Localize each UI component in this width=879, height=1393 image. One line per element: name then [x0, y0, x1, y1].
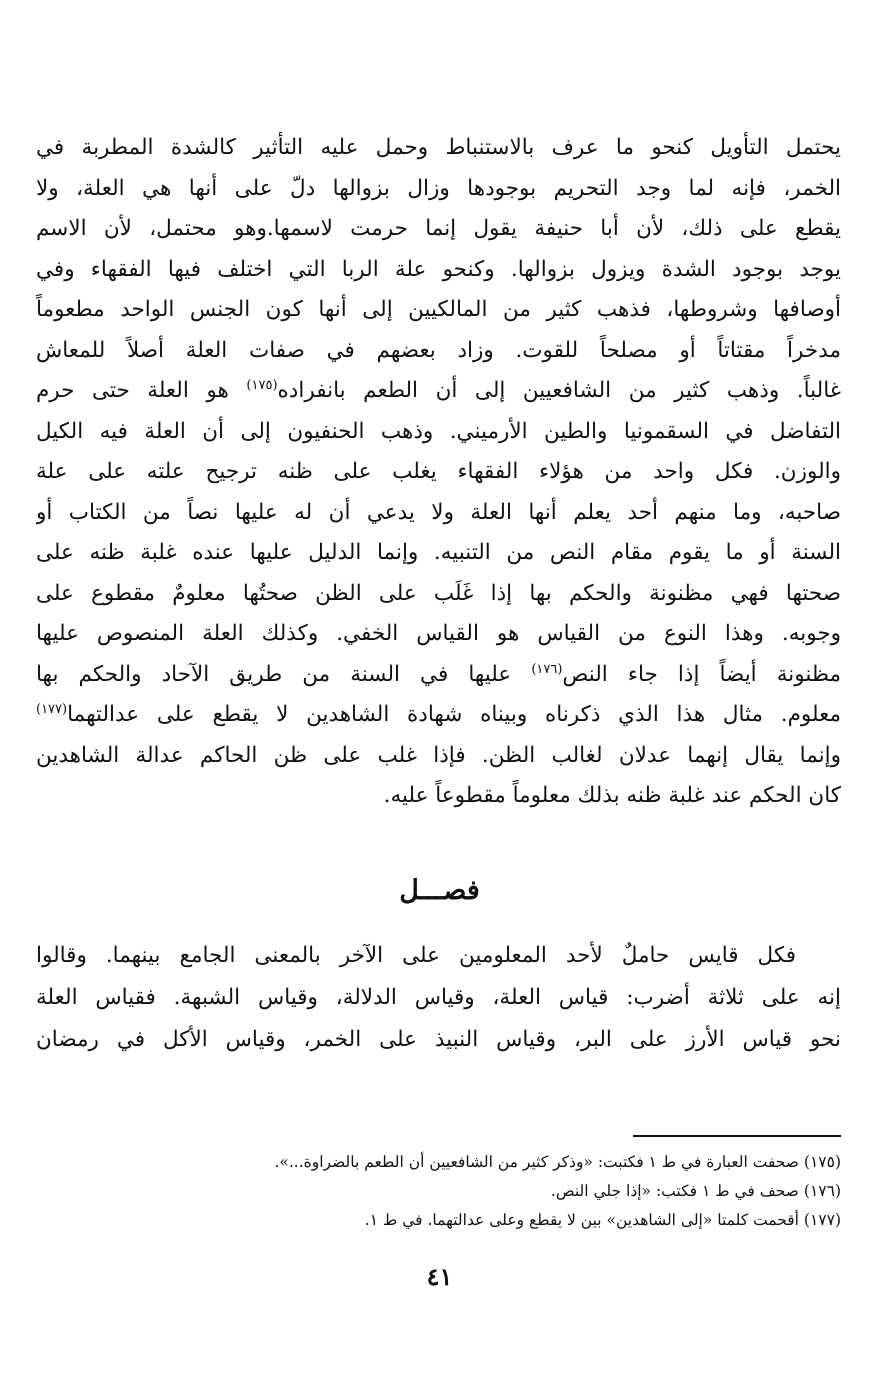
- text-line: صاحبه، وما منهم أحد يعلم أنها العلة ولا يدعي أن له عليها نصاً من الكتاب أو: [36, 499, 841, 525]
- footnote-item: (١٧٦) صحف في ط ١ فكتب: «إذا جلي النص.: [550, 1182, 841, 1200]
- text-line: يوجد بوجود الشدة ويزول بزوالها. وكنحو علة الربا التي اختلف فيها الفقهاء وفي: [36, 256, 841, 282]
- text-line: وإنما يقال إنهما عدلان لغالب الظن. فإذا غلب على ظن الحاكم عدالة الشاهدين: [36, 742, 841, 768]
- text-line: نحو قياس الأرز على البر، وقياس النبيذ على الخمر، وقياس الأكل في رمضان: [36, 1027, 841, 1052]
- text-line: يحتمل التأويل كنحو ما عرف بالاستنباط وحمل عليه التأثير كالشدة المطربة في: [36, 135, 841, 160]
- footnote-divider: [633, 1135, 841, 1137]
- section-paragraph: [36, 935, 841, 1061]
- text-line: فكل قايس حاملٌ لأحد المعلومين على الآخر بالمعنى الجامع بينهما. وقالوا: [36, 943, 796, 968]
- text-line: وجوبه. وهذا النوع من القياس هو القياس الخفي. وكذلك العلة المنصوص عليها: [36, 621, 841, 646]
- line-head: مظنونة أيضاً إذا جاء النص: [562, 661, 841, 687]
- text-line-with-footnote: [36, 655, 841, 696]
- footnote-reference-175: (١٧٥): [246, 377, 278, 393]
- section-heading: فصـــل: [399, 875, 480, 906]
- footnote-reference-177: (١٧٧): [36, 701, 68, 717]
- text-line: صحتها فهي مظنونة والحكم بها إذا غَلَب على الظن صحتُها معلومٌ مقطوع على: [36, 580, 841, 606]
- page-number: ٤١: [426, 1262, 453, 1291]
- footnote-item: (١٧٧) أقحمت كلمتا «إلى الشاهدين» بين لا يقطع وعلى عدالتهما. في ط ١.: [364, 1211, 841, 1229]
- main-paragraph: [36, 128, 841, 817]
- text-line-with-footnote: [36, 371, 841, 412]
- line-tail: هو العلة حتى حرم: [36, 378, 247, 403]
- line-head: غالباً. وذهب كثير من الشافعيين إلى أن الطعم بانفراده: [277, 378, 841, 403]
- text-line: السنة أو ما يقوم مقام النص من التنبيه. وإنما الدليل عليها عنده غلبة ظنه على: [36, 540, 841, 565]
- text-line-with-footnote: [36, 695, 841, 736]
- text-line: الخمر، فإنه لما وجد التحريم بوجودها وزال بزوالها دلّ على أنها هي العلة، ولا: [36, 175, 841, 201]
- text-line: مدخراً مقتاتاً أو مصلحاً للقوت. وزاد بعضهم في صفات العلة أصلاً للمعاش: [36, 337, 841, 363]
- text-line: أوصافها وشروطها، فذهب كثير من المالكيين إلى أنها كون الجنس الواحد مطعوماً: [36, 297, 841, 322]
- text-line: كان الحكم عند غلبة ظنه بذلك معلوماً مقطوعاً عليه.: [383, 783, 841, 808]
- line-tail: عليها في السنة من طريق الآحاد والحكم بها: [36, 661, 532, 687]
- line-head: معلوم. مثال هذا الذي ذكرناه وبيناه شهادة الشاهدين لا يقطع على عدالتهما: [67, 702, 841, 727]
- text-line: يقطع على ذلك، لأن أبا حنيفة يقول إنما حرمت لاسمها.وهو محتمل، لأن الاسم: [36, 216, 841, 241]
- footnote-reference-176: (١٧٦): [531, 661, 563, 677]
- text-line: إنه على ثلاثة أضرب: قياس العلة، وقياس الدلالة، وقياس الشبهة. فقياس العلة: [36, 985, 841, 1010]
- footnote-item: (١٧٥) صحفت العبارة في ط ١ فكتبت: «وذكر كثير من الشافعيين أن الطعم بالضراوة...».: [274, 1153, 841, 1171]
- footnotes-list: [36, 1148, 841, 1235]
- text-line: والوزن. فكل واحد من هؤلاء الفقهاء يغلب على ظنه ترجيح علته على علة: [36, 459, 841, 484]
- text-line: التفاضل في السقمونيا والطين الأرميني. وذهب الحنفيون إلى أن العلة فيه الكيل: [36, 418, 841, 444]
